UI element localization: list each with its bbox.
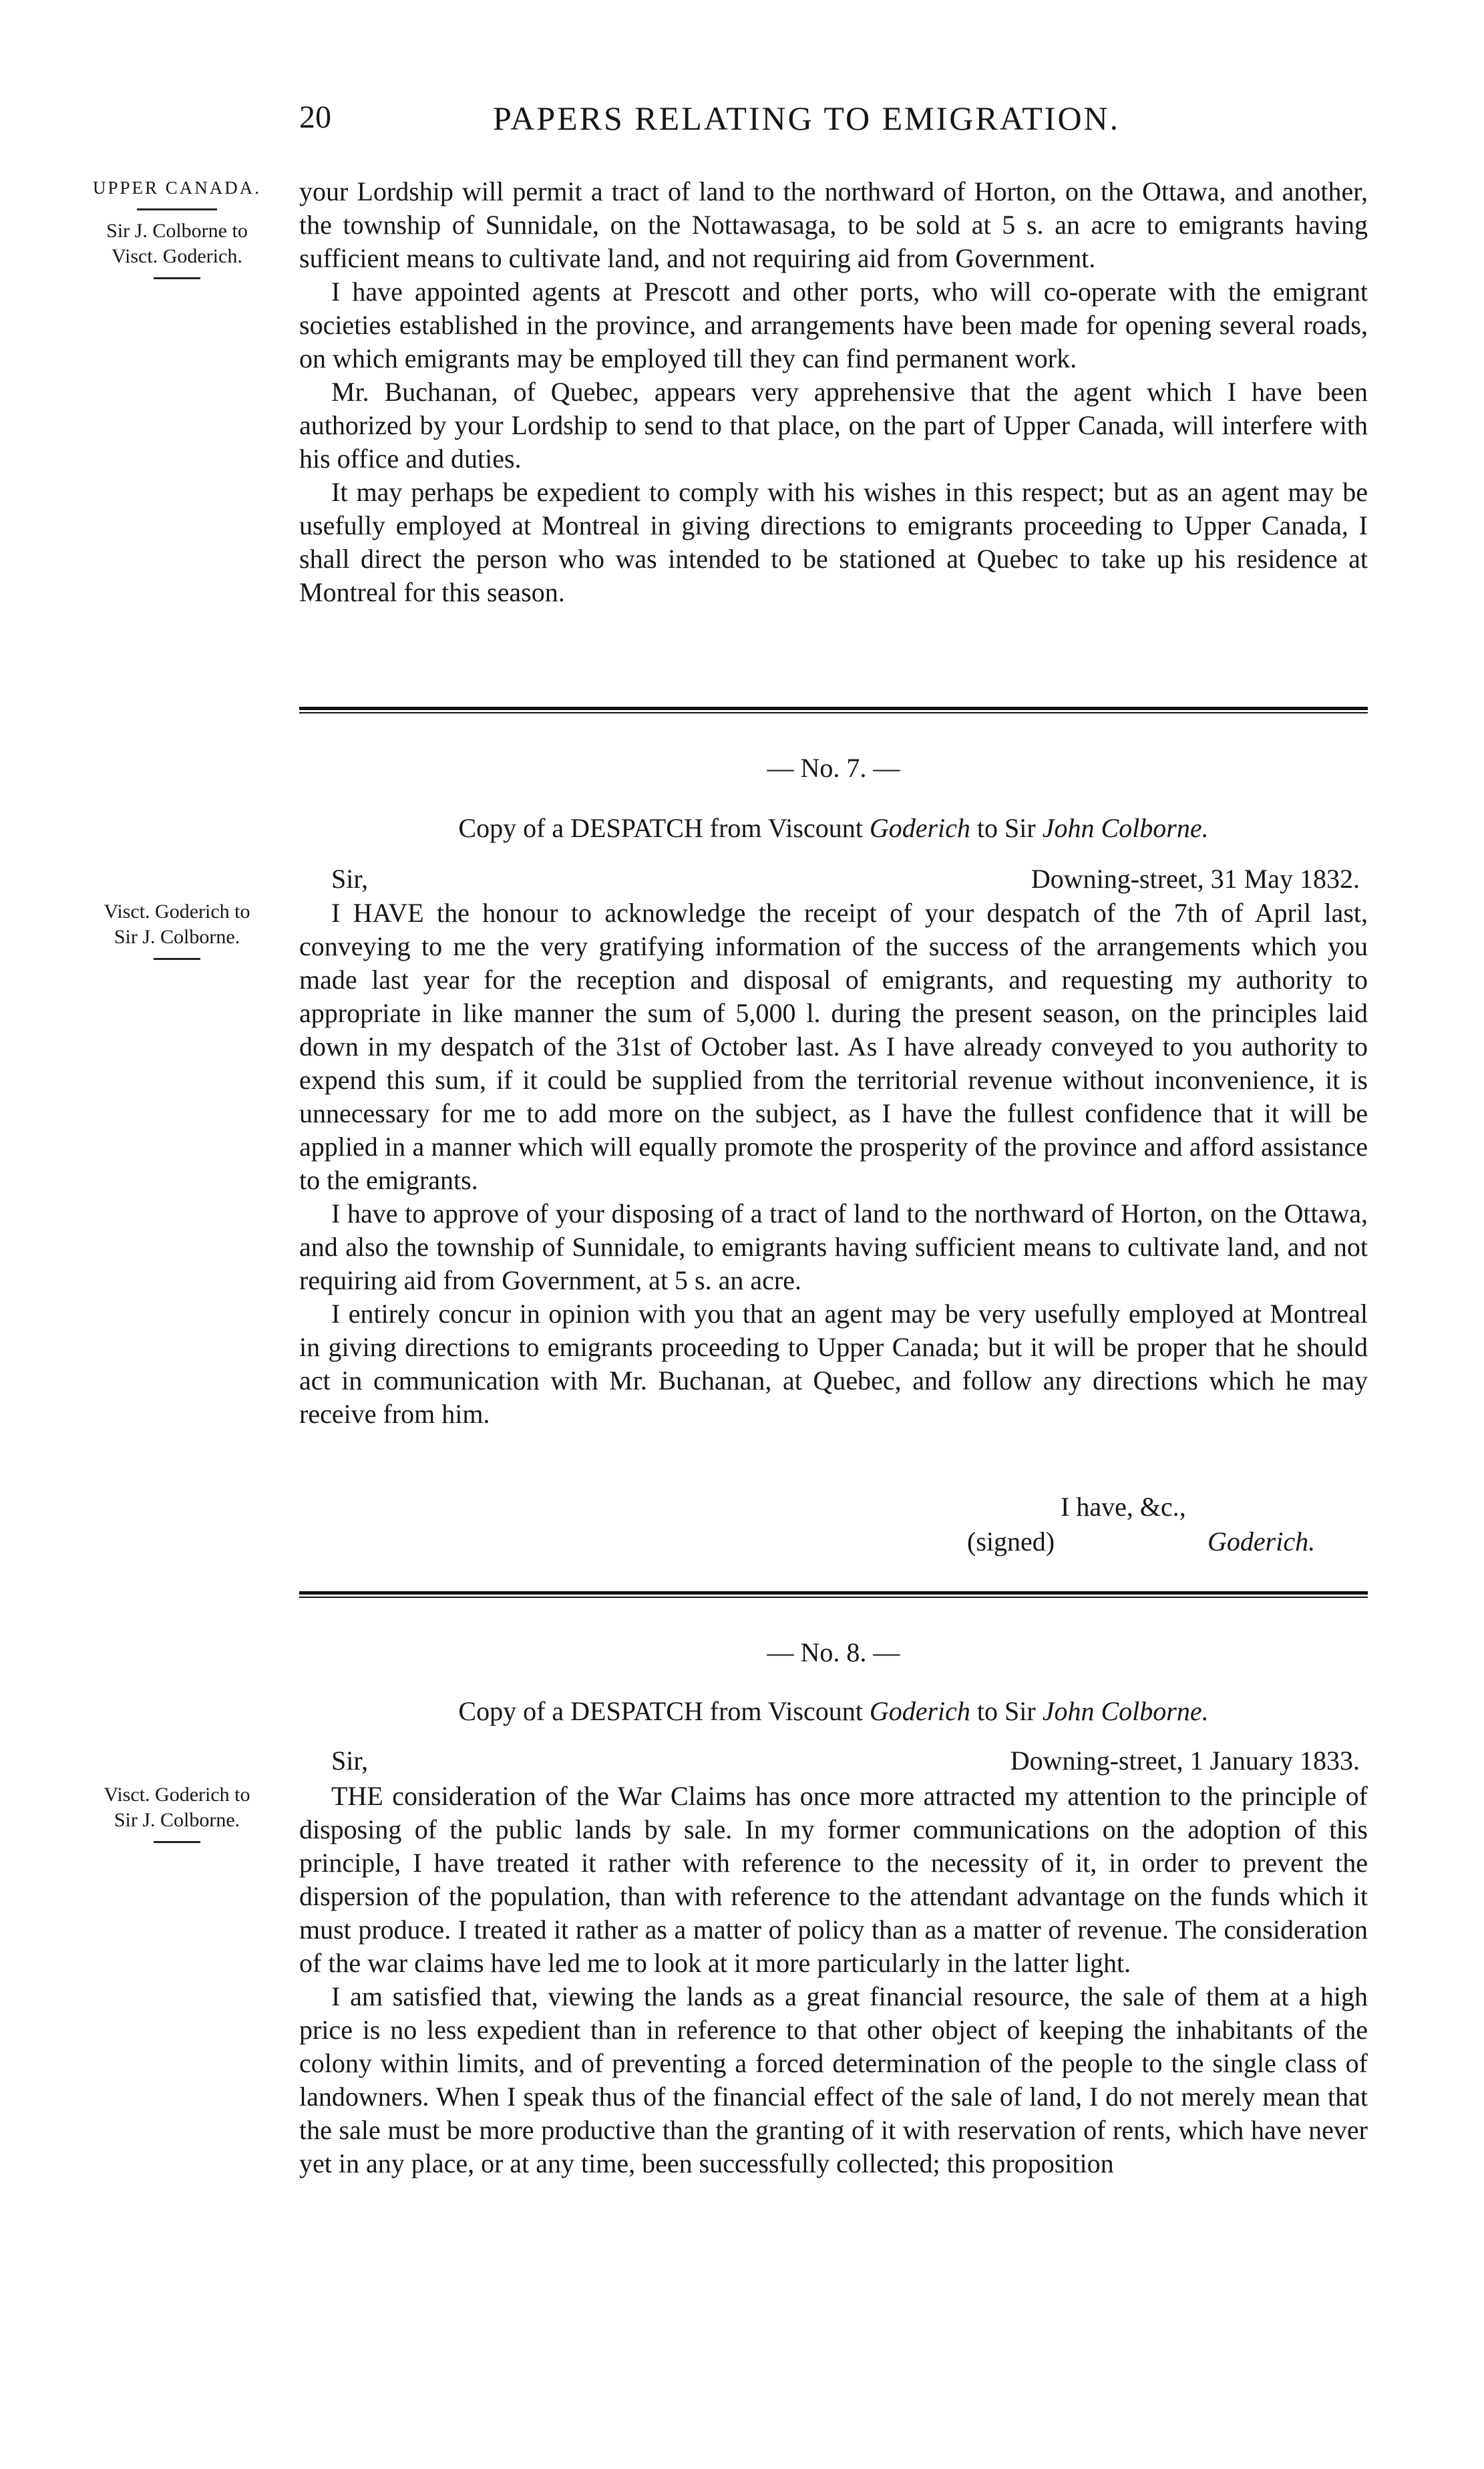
paragraph: I am satisfied that, viewing the lands as a great financial resource, the sale of them at a high price is no less expedient than in reference to that other object of keeping the inhabitants of the colony within limits, and of preventing a forced determination of the people to the single class of landowners. When I speak thus of the financial effect of the sale of land, I do not merely mean that the sale must be more productive than the granting of it with reservation of rents, which have never yet in any place, or at any time, been successfully collected; this proposition <box>299 1981 1368 2178</box>
title-prefix: Copy of a DESPATCH from Viscount <box>458 813 863 843</box>
margin-line: Visct. Goderich. <box>112 245 242 267</box>
margin-note-despatch8 <box>67 1782 287 1851</box>
paragraph: I have to approve of your disposing of a tract of land to the northward of Horton, on the Ottawa, and also the township of Sunnidale, to emigrants having sufficient means to cultivate land, and not requiring aid from Government, at 5 s. an acre. <box>299 1198 1368 1295</box>
signer-name: Goderich. <box>1208 1526 1316 1556</box>
margin-line: Sir J. Colborne to <box>106 220 248 242</box>
margin-note-despatch7 <box>67 899 287 968</box>
despatch-date: Downing-street, 1 January 1833. <box>1010 1746 1360 1776</box>
top-section-body <box>299 175 1368 609</box>
despatch-number: — No. 8. — <box>767 1637 900 1667</box>
running-title: PAPERS RELATING TO EMIGRATION. <box>493 100 1121 137</box>
margin-line: Visct. Goderich to <box>104 1784 250 1806</box>
page-header <box>299 99 1354 146</box>
despatch-title <box>299 1695 1368 1727</box>
signed-label: (signed) <box>967 1526 1055 1556</box>
margin-line: Visct. Goderich to <box>104 900 250 923</box>
salutation-row <box>331 1745 1360 1776</box>
paragraph: your Lordship will permit a tract of land to the northward of Horton, on the Ottawa, and another, the township of Sunnidale, on the Nottawasaga, to be sold at 5 s. an acre to emigrants having sufficient means to cultivate land, and not requiring aid from Government. <box>299 176 1368 273</box>
title-mid: to Sir <box>976 813 1036 843</box>
paragraph: I HAVE the honour to acknowledge the receipt of your despatch of the 7th of April last, conveying to me the very gratifying information of the success of the arrangements which you made last year for the reception and disposal of emigrants, and requesting my authority to appropriate in like manner the sum of 5,000 l. during the present season, on the principles laid down in my despatch of the 31st of October last. As I have already conveyed to you authority to expend this sum, if it could be supplied from the territorial revenue without inconvenience, it is unnecessary for me to add more on the subject, as I have the fullest confidence that it will be applied in a manner which will equally promote the prosperity of the province and afford assistance to the emigrants. <box>299 898 1368 1195</box>
salutation: Sir, <box>331 1746 369 1776</box>
section-divider <box>299 707 1368 713</box>
margin-place: UPPER CANADA. <box>92 178 262 198</box>
title-to: John Colborne. <box>1042 1696 1209 1726</box>
closing-phrase: I have, &c., <box>1061 1492 1186 1522</box>
despatch-title <box>299 812 1368 844</box>
paragraph: Mr. Buchanan, of Quebec, appears very apprehensive that the agent which I have been authorized by your Lordship to send to that place, on the part of Upper Canada, will interfere with his office and duties. <box>299 377 1368 474</box>
margin-note-top <box>67 175 287 287</box>
margin-rule <box>154 1841 200 1843</box>
page-number: 20 <box>299 100 331 135</box>
paragraph: It may perhaps be expedient to comply with his wishes in this respect; but as an agent may be usefully employed at Montreal in giving directions to emigrants proceeding to Upper Canada, I shall direct the person who was intended to be stationed at Quebec to take up his residence at Montreal for this season. <box>299 477 1368 607</box>
paragraph: THE consideration of the War Claims has once more attracted my attention to the principle of disposing of the public lands by sale. In my former communications on the adoption of this principle, I have treated it rather with reference to the necessity of it, in order to prevent the dispersion of the population, than with reference to the attendant advantage on the funds which it must produce. I treated it rather as a matter of policy than as a matter of revenue. The consideration of the war claims have led me to look at it more particularly in the latter light. <box>299 1781 1368 1978</box>
section-divider <box>299 1591 1368 1598</box>
title-from: Goderich <box>869 1696 970 1726</box>
margin-rule <box>154 277 200 279</box>
salutation: Sir, <box>331 864 369 894</box>
margin-rule <box>137 208 217 210</box>
paragraph: I have appointed agents at Prescott and other ports, who will co-operate with the emigrant societies established in the province, and arrangements have been made for opening several roads, on which emigrants may be employed till they can find permanent work. <box>299 277 1368 373</box>
margin-rule <box>154 958 200 960</box>
margin-line: Sir J. Colborne. <box>114 1809 240 1831</box>
title-mid: to Sir <box>976 1696 1036 1726</box>
title-prefix: Copy of a DESPATCH from Viscount <box>458 1696 863 1726</box>
despatch-number: — No. 7. — <box>767 753 900 783</box>
title-from: Goderich <box>869 813 970 843</box>
salutation-row <box>331 863 1360 894</box>
paragraph: I entirely concur in opinion with you that an agent may be very usefully employed at Montreal in giving directions to emigrants proceeding to Upper Canada; but it will be proper that he should act in communication with Mr. Buchanan, at Quebec, and follow any directions which he may receive from him. <box>299 1299 1368 1429</box>
despatch-date: Downing-street, 31 May 1832. <box>1031 864 1360 894</box>
title-to: John Colborne. <box>1042 813 1209 843</box>
despatch7-body <box>299 896 1368 1431</box>
margin-line: Sir J. Colborne. <box>114 926 240 948</box>
despatch8-body <box>299 1780 1368 2180</box>
